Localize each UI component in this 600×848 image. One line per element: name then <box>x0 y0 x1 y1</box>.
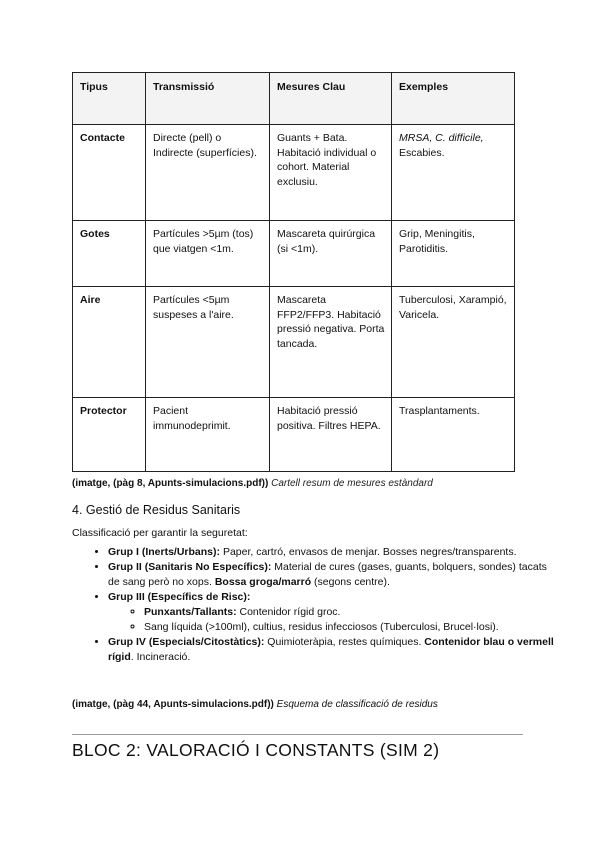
cell-transmissio: Pacient immunodeprimit. <box>146 398 270 472</box>
header-tipus: Tipus <box>73 73 146 125</box>
cell-exemples: Trasplantaments. <box>392 398 515 472</box>
group-3-sublist <box>108 605 558 635</box>
table-row <box>73 125 515 221</box>
figure-caption-1 <box>72 478 433 489</box>
group-2-tail: (segons centre). <box>314 576 390 588</box>
cell-mesures: Mascareta quirúrgica (si <1m). <box>270 221 392 287</box>
cell-transmissio: Partícules <5µm suspeses a l'aire. <box>146 287 270 398</box>
group-4-tail: . Incineració. <box>130 651 191 663</box>
list-item-infectious: ◦ Sang líquida (>100ml), cultius, residus infecciosos (Tuberculosi, Brucel·losi). <box>144 620 558 635</box>
cell-transmissio: Partícules >5µm (tos) que viatgen <1m. <box>146 221 270 287</box>
cell-tipus: Gotes <box>73 221 146 287</box>
group-3-label: Grup III (Específics de Risc): <box>108 591 251 603</box>
caption-1-reference: (imatge, (pàg 8, Apunts-simulacions.pdf)) <box>72 478 269 489</box>
caption-1-description: Cartell resum de mesures estàndard <box>271 478 433 489</box>
waste-groups-list <box>72 545 558 665</box>
cell-tipus: Protector <box>73 398 146 472</box>
sharps-text: Contenidor rígid groc. <box>239 606 341 618</box>
list-item-group-2 <box>108 560 558 590</box>
group-2-bag: Bossa groga/marró <box>214 576 312 588</box>
group-1-text: Paper, cartró, envasos de menjar. Bosses negres/transparents. <box>222 546 517 558</box>
group-2-label: Grup II (Sanitaris No Específics): <box>108 561 272 573</box>
group-4-label: Grup IV (Especials/Citostàtics): <box>108 636 265 648</box>
header-transmissio: Transmissió <box>146 73 270 125</box>
header-exemples: Exemples <box>392 73 515 125</box>
cell-transmissio: Directe (pell) o Indirecte (superfícies). <box>146 125 270 221</box>
list-item-sharps <box>144 605 558 620</box>
section-4-title: 4. Gestió de Residus Sanitaris <box>72 503 241 517</box>
cell-tipus: Contacte <box>73 125 146 221</box>
caption-2-reference: (imatge, (pàg 44, Apunts-simulacions.pdf)) <box>72 699 274 710</box>
table-row <box>73 221 515 287</box>
cell-exemples: Grip, Meningitis, Parotiditis. <box>392 221 515 287</box>
cell-tipus: Aire <box>73 287 146 398</box>
cell-mesures: Habitació pressió positiva. Filtres HEPA. <box>270 398 392 472</box>
list-item-group-3 <box>108 590 558 635</box>
list-item-group-4 <box>108 635 558 665</box>
cell-exemples-text: Escabies. <box>399 146 445 159</box>
cell-mesures: Mascareta FFP2/FFP3. Habitació pressió negativa. Porta tancada. <box>270 287 392 398</box>
cell-exemples <box>392 125 515 221</box>
header-mesures-clau: Mesures Clau <box>270 73 392 125</box>
table-row <box>73 287 515 398</box>
cell-exemples: Tuberculosi, Xarampió, Varicela. <box>392 287 515 398</box>
isolation-measures-table <box>72 72 515 472</box>
table-header-row <box>73 73 515 125</box>
list-item-group-1 <box>108 545 558 560</box>
cell-mesures: Guants + Bata. Habitació individual o cohort. Material exclusiu. <box>270 125 392 221</box>
group-2-text: Material de cures (gases, guants, bolquers, sondes) tacats de sang però no xops. <box>108 561 547 588</box>
table-row <box>73 398 515 472</box>
cell-exemples-italic: MRSA, C. difficile, <box>399 132 484 144</box>
group-4-text: Quimioteràpia, restes químiques. <box>267 636 422 648</box>
caption-2-description: Esquema de classificació de residus <box>276 699 438 710</box>
group-4-container: Contenidor blau o vermell rígid <box>108 636 554 663</box>
group-1-label: Grup I (Inerts/Urbans): <box>108 546 221 558</box>
sharps-label: Punxants/Tallants: <box>144 606 237 618</box>
bloc-2-heading: BLOC 2: VALORACIÓ I CONSTANTS (SIM 2) <box>72 740 440 760</box>
section-4-intro: Classificació per garantir la seguretat: <box>72 527 248 539</box>
figure-caption-2 <box>72 699 438 710</box>
horizontal-divider <box>72 734 523 735</box>
